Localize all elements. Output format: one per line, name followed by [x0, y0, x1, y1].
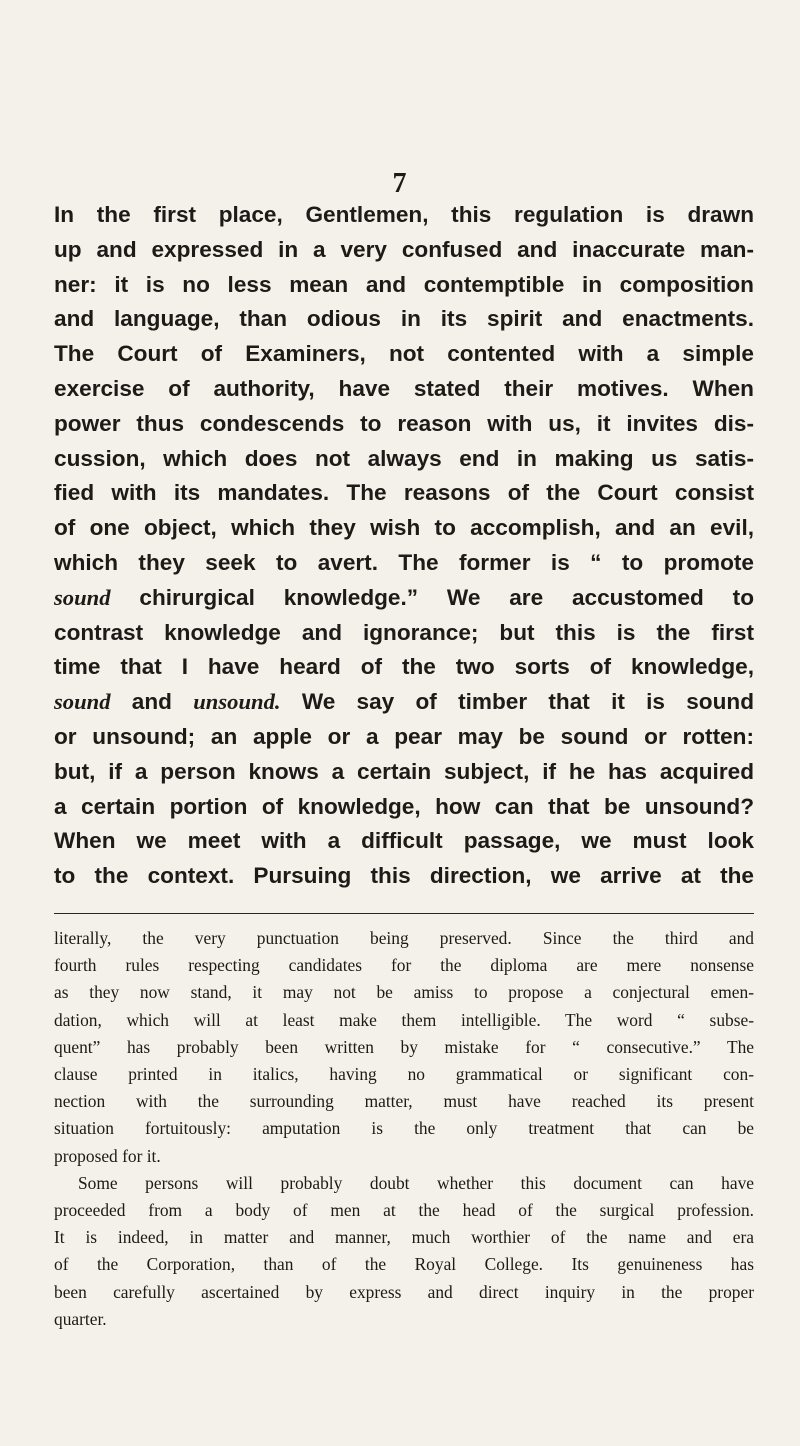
footnote-line: Some persons will probably doubt whether this document can have — [78, 1172, 754, 1193]
main-text-line: The Court of Examiners, not contented with a simple — [54, 341, 754, 367]
footnote-line: fourth rules respecting candidates for the diploma are mere nonsense — [54, 955, 754, 976]
main-text-line — [54, 581, 754, 616]
main-text-line: and language, than odious in its spirit and enactments. — [54, 306, 754, 332]
footnote-line: nection with the surrounding matter, must have reached its present — [54, 1091, 754, 1112]
main-text-line: In the first place, Gentlemen, this regulation is drawn — [54, 202, 754, 227]
italic-word-sound: sound — [54, 689, 111, 715]
main-text-fragment: We say of timber that it is sound — [301, 689, 755, 715]
footnote-line: been carefully ascertained by express and direct inquiry in the proper — [54, 1281, 754, 1302]
main-text-line — [54, 685, 754, 720]
footnote-line: proceeded from a body of men at the head of the surgical profession. — [54, 1200, 754, 1221]
main-text-line: or unsound; an apple or a pear may be sound or rotten: — [54, 723, 754, 749]
main-text-fragment: chirurgical knowledge.” We are accustomed to — [139, 584, 754, 610]
footnote-body — [54, 925, 754, 1333]
italic-word-unsound: unsound. — [193, 689, 281, 715]
footnote-line: quent” has probably been written by mistake for “ consecutive.” The — [54, 1036, 754, 1057]
main-text-line: exercise of authority, have stated their motives. When — [54, 375, 754, 401]
main-text-line: When we meet with a difficult passage, we must look — [54, 828, 754, 854]
footnote-line: quarter. — [54, 1308, 107, 1329]
main-text-line: which they seek to avert. The former is “ to promote — [54, 549, 754, 575]
main-text-line: up and expressed in a very confused and inaccurate man- — [54, 236, 754, 262]
main-text-line: to the context. Pursuing this direction, we arrive at the — [54, 863, 754, 889]
main-text-line: a certain portion of knowledge, how can that be unsound? — [54, 793, 754, 819]
main-text-line: ner: it is no less mean and contemptible in composition — [54, 271, 754, 297]
footnote-line: It is indeed, in matter and manner, much worthier of the name and era — [54, 1227, 754, 1248]
main-text-fragment: and — [131, 689, 172, 715]
footnote-line: clause printed in italics, having no grammatical or significant con- — [54, 1064, 754, 1085]
page-number: 7 — [392, 168, 408, 199]
main-text-line: of one object, which they wish to accomplish, and an evil, — [54, 515, 754, 541]
main-text-body — [54, 198, 754, 894]
main-text-line: but, if a person knows a certain subject, if he has acquired — [54, 758, 754, 784]
footnote-line: situation fortuitously: amputation is the only treatment that can be — [54, 1118, 754, 1139]
main-text-line: fied with its mandates. The reasons of the Court consist — [54, 480, 754, 506]
main-text-line: time that I have heard of the two sorts of knowledge, — [54, 654, 754, 680]
footnote-line: as they now stand, it may not be amiss to propose a conjectural emen- — [54, 982, 754, 1003]
footnote-line: of the Corporation, than of the Royal College. Its genuineness has — [54, 1254, 754, 1275]
footnote-divider — [54, 913, 754, 914]
main-text-line: contrast knowledge and ignorance; but this is the first — [54, 619, 754, 645]
footnote-line: dation, which will at least make them intelligible. The word “ subse- — [54, 1009, 754, 1030]
main-text-line: power thus condescends to reason with us, it invites dis- — [54, 410, 754, 436]
footnote-line: literally, the very punctuation being preserved. Since the third and — [54, 928, 754, 948]
main-text-line: cussion, which does not always end in making us satis- — [54, 445, 754, 471]
italic-word-sound: sound — [54, 584, 111, 610]
footnote-line: proposed for it. — [54, 1145, 161, 1166]
